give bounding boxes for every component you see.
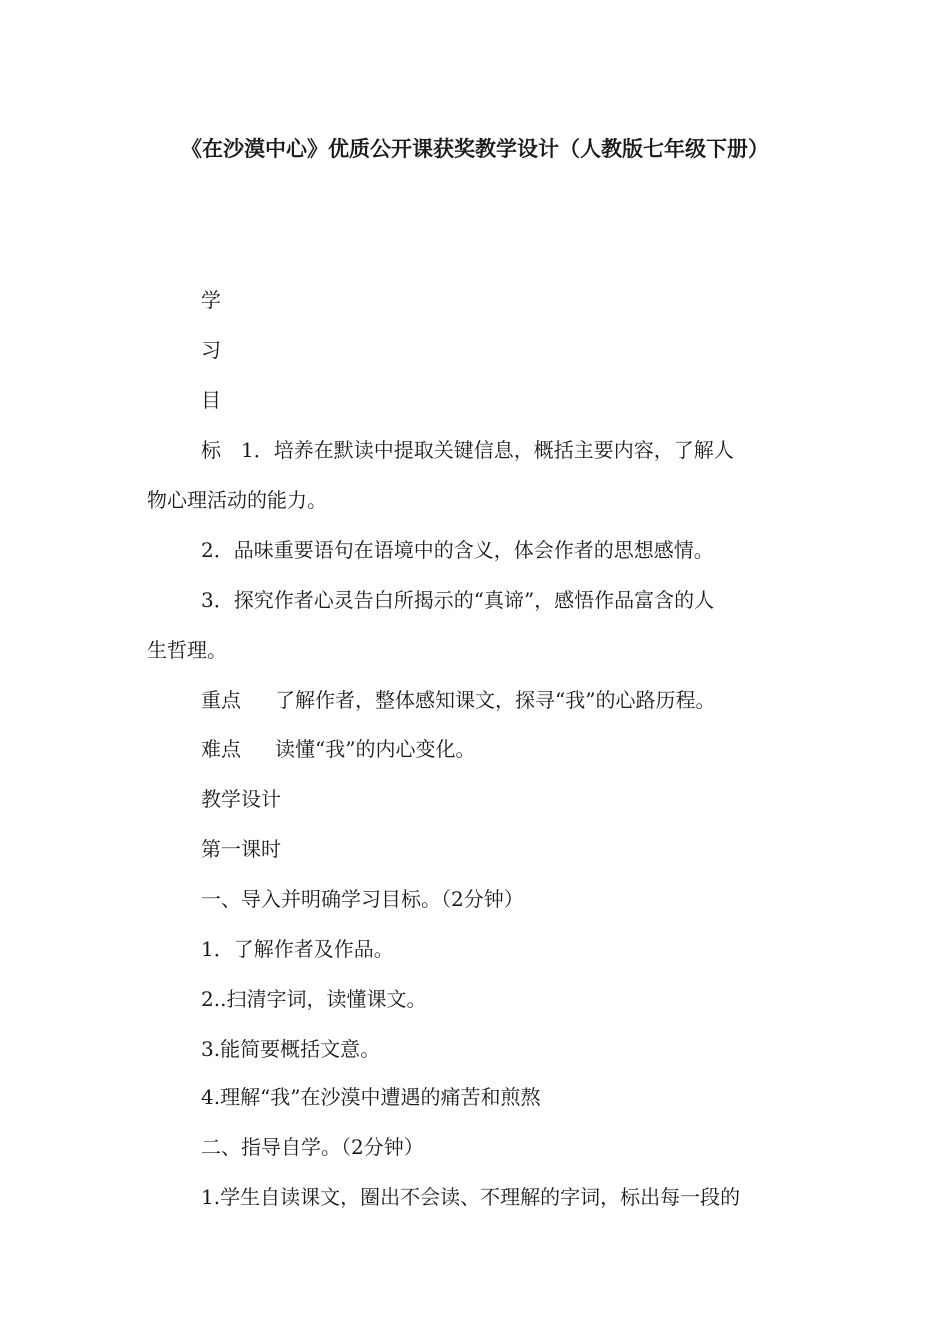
objectives-label-char: 目	[201, 388, 221, 412]
objectives-label-char: 学	[201, 288, 221, 312]
goal-item: 3.能简要概括文意。	[201, 1037, 381, 1061]
difficulty	[201, 734, 475, 764]
objective-1-text: 1．培养在默读中提取关键信息，概括主要内容，了解人	[241, 438, 734, 462]
section-heading-first-lesson: 第一课时	[201, 837, 281, 861]
key-point	[201, 685, 715, 715]
section-2-heading: 二、指导自学。（2分钟）	[201, 1135, 424, 1159]
self-study-item: 1.学生自读课文，圈出不会读、不理解的字词，标出每一段的	[201, 1185, 741, 1209]
difficulty-text: 读懂“我”的内心变化。	[275, 737, 476, 761]
difficulty-label: 难点	[201, 737, 241, 761]
key-point-text: 了解作者，整体感知课文，探寻“我”的心路历程。	[275, 688, 716, 712]
goal-item: 2..扫清字词，读懂课文。	[201, 987, 427, 1011]
section-heading-teaching-design: 教学设计	[201, 787, 281, 811]
objectives-label-char: 标	[201, 438, 221, 462]
key-point-label: 重点	[201, 688, 241, 712]
goal-item: 1．了解作者及作品。	[201, 937, 394, 961]
objectives-label-char: 习	[201, 338, 221, 362]
objective-3-continuation: 生哲理。	[147, 638, 227, 662]
document-title: 《在沙漠中心》优质公开课获奖教学设计（人教版七年级下册）	[181, 137, 769, 161]
objective-1-first-line	[201, 435, 734, 465]
goal-item: 4.理解“我”在沙漠中遭遇的痛苦和煎熬	[201, 1085, 541, 1109]
objective-1-continuation: 物心理活动的能力。	[147, 488, 327, 512]
objective-2: 2．品味重要语句在语境中的含义，体会作者的思想感情。	[201, 538, 714, 562]
objective-3-first-line: 3．探究作者心灵告白所揭示的“真谛”，感悟作品富含的人	[201, 588, 715, 612]
section-1-heading: 一、导入并明确学习目标。（2分钟）	[201, 887, 524, 911]
